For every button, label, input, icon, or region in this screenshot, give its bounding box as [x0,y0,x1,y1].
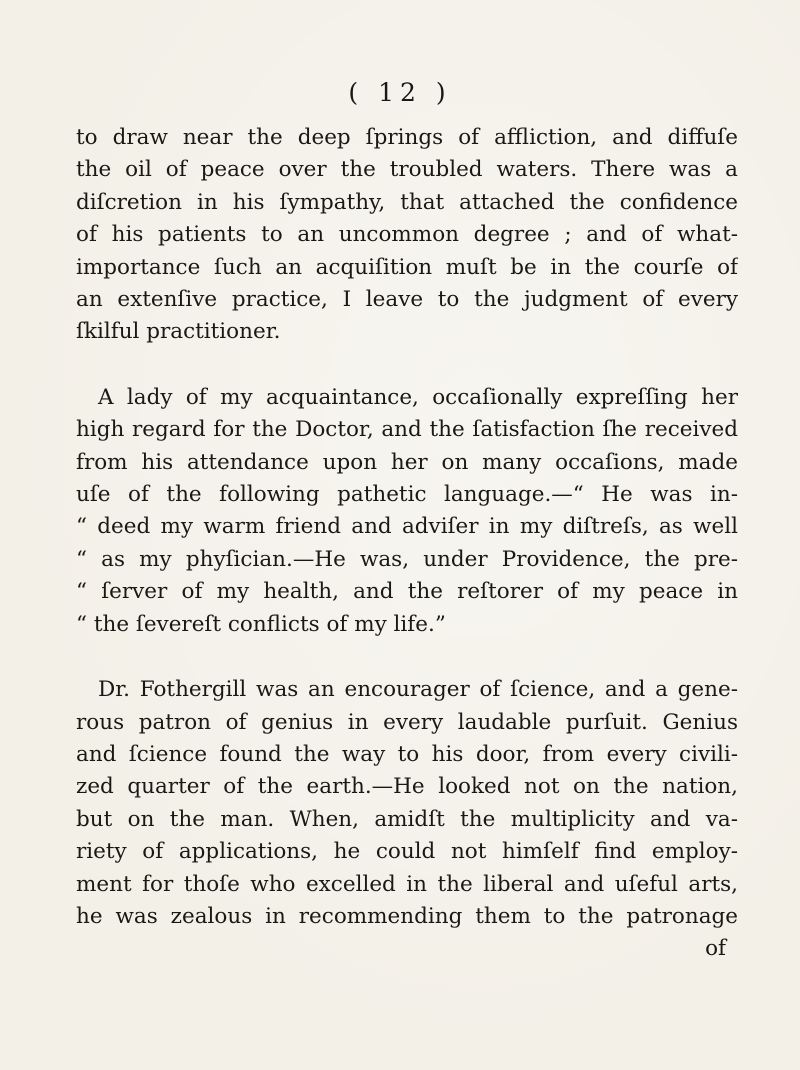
text-line: importance ſuch an acquiſition muſt be in the courſe of [76,254,738,280]
paragraph-1 [76,122,738,349]
text-line: high regard for the Doctor, and the ſatisfaction ſhe received [76,417,738,443]
text-line: of his patients to an uncommon degree ; and of what- [76,222,738,248]
text-line: “ deed my warm friend and adviſer in my diſtreſs, as well [76,514,738,540]
text-line: but on the man. When, amidſt the multiplicity and va- [76,806,738,832]
text-line: and ſcience found the way to his door, from every civili- [76,741,738,767]
text-line: he was zealous in recommending them to the patronage [76,903,738,929]
text-line: “ the ſevereſt conflicts of my life.” [76,611,446,637]
paragraph-3 [76,674,738,966]
paragraph-2 [76,382,738,641]
text-line: the oil of peace over the troubled waters. There was a [76,157,738,183]
catchword: of [705,936,726,962]
text-line: rous patron of genius in every laudable purſuit. Genius [76,709,738,735]
text-line: “ ſerver of my health, and the reſtorer of my peace in [76,579,738,605]
text-line: an extenſive practice, I leave to the judgment of every [76,287,738,313]
text-line: A lady of my acquaintance, occaſionally expreſſing her [98,384,738,410]
text-line: ſkilful practitioner. [76,319,281,345]
text-line: uſe of the following pathetic language.—“ He was in- [76,482,738,508]
paragraph-gap [76,349,738,382]
page-number: ( 12 ) [348,78,452,107]
text-line: from his attendance upon her on many occaſions, made [76,449,738,475]
text-line: “ as my phyſician.—He was, under Providence, the pre- [76,546,738,572]
body-text [76,122,738,966]
text-line: zed quarter of the earth.—He looked not on the nation, [76,774,738,800]
text-line: diſcretion in his ſympathy, that attached the confidence [76,189,738,215]
text-line: ment for thoſe who excelled in the liberal and uſeful arts, [76,871,738,897]
paragraph-gap [76,641,738,674]
text-line: to draw near the deep ſprings of affliction, and diffuſe [76,125,738,150]
text-line: riety of applications, he could not himſelf find employ- [76,839,738,865]
text-line: Dr. Fothergill was an encourager of ſcience, and a gene- [98,677,738,703]
